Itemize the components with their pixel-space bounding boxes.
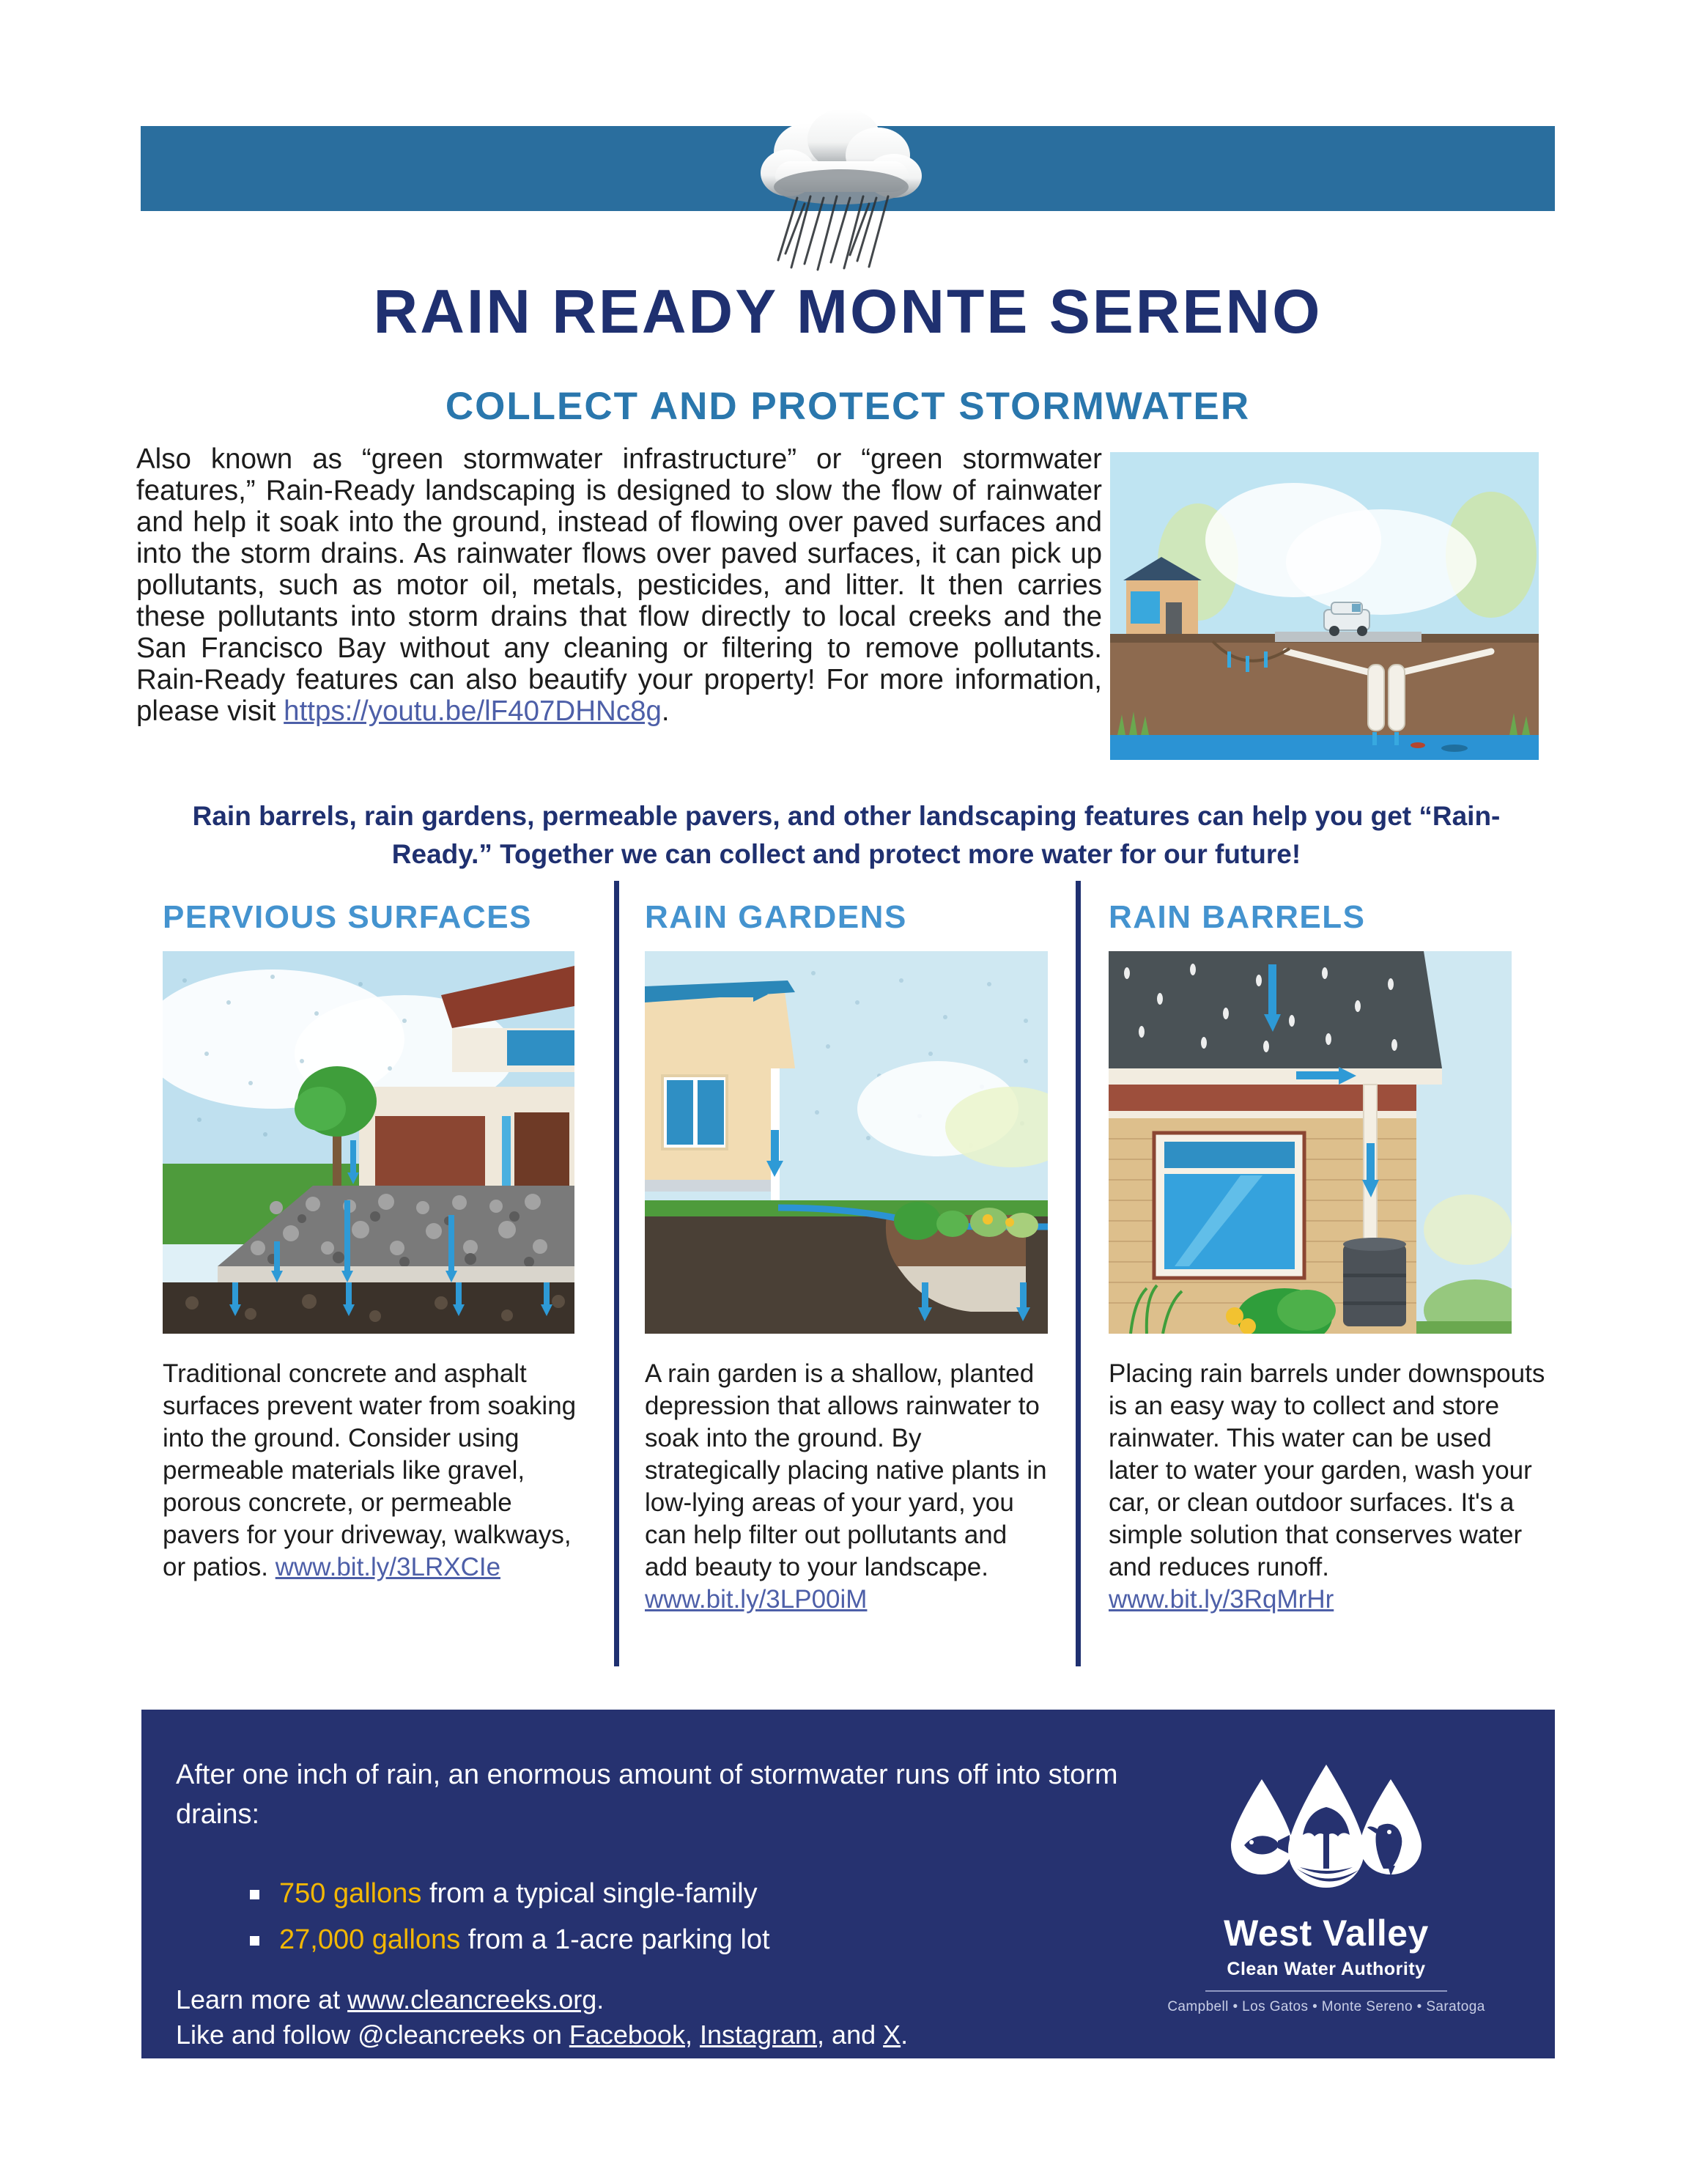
bullet-square-icon — [250, 1890, 259, 1899]
column-rain-barrels — [1109, 901, 1556, 1616]
logo-cities: Campbell • Los Gatos • Monte Sereno • Saratoga — [1167, 1999, 1485, 2014]
stat-text-single-family: from a typical single-family — [421, 1878, 758, 1909]
rain-cloud-icon — [718, 110, 960, 293]
column-body-rain-barrels — [1109, 1358, 1548, 1616]
stat-amount-single-family: 750 gallons — [279, 1878, 422, 1909]
west-valley-logo — [1165, 1759, 1487, 2023]
column-pervious-surfaces — [163, 901, 610, 1584]
column-body-pervious-surfaces — [163, 1358, 591, 1584]
follow-end: . — [901, 2020, 909, 2050]
learn-more-line — [176, 1982, 1275, 2017]
logo-subtitle: Clean Water Authority — [1227, 1959, 1426, 1979]
logo-name: West Valley — [1224, 1913, 1429, 1954]
col3-body-text: Placing rain barrels under downspouts is an easy way to collect and store rainwater. This water can be used later to water your garden, wash your car, or clean outdoor surfaces. It's a simple solution that conserves water and reduces runoff. — [1109, 1359, 1545, 1581]
pervious-surfaces-link[interactable]: www.bit.ly/3LRXCIe — [275, 1553, 501, 1581]
page-title: RAIN READY MONTE SERENO — [373, 277, 1323, 346]
cleancreeks-website-link[interactable]: www.cleancreeks.org — [347, 1984, 597, 2014]
logo-divider — [1205, 1990, 1447, 1992]
youtube-link[interactable]: https://youtu.be/lF407DHNc8g — [284, 695, 662, 727]
facebook-link[interactable]: Facebook — [569, 2020, 685, 2050]
pervious-surfaces-image — [163, 951, 574, 1334]
list-item — [222, 1871, 1138, 1917]
bullet-square-icon — [250, 1936, 259, 1946]
column-body-rain-gardens — [645, 1358, 1055, 1616]
rain-gardens-image — [645, 951, 1048, 1334]
instagram-link[interactable]: Instagram — [699, 2020, 818, 2050]
storm-drain-cross-section-image — [1110, 452, 1539, 760]
x-link[interactable]: X — [883, 2020, 901, 2050]
column-heading-rain-gardens: RAIN GARDENS — [645, 899, 907, 935]
column-heading-pervious-surfaces: PERVIOUS SURFACES — [163, 899, 532, 935]
col2-body-text: A rain garden is a shallow, planted depression that allows rainwater to soak into the ground. By strategically placing native plants in low-lying areas of your yard, you can help filter out pollutants and add beauty to your landscape. — [645, 1359, 1047, 1581]
follow-line — [176, 2017, 1275, 2053]
rain-barrels-link[interactable]: www.bit.ly/3RqMrHr — [1109, 1585, 1334, 1614]
intro-text-part2: . — [661, 695, 670, 727]
column-rain-gardens — [645, 901, 1092, 1616]
column-heading-rain-barrels: RAIN BARRELS — [1109, 899, 1366, 935]
footer-stats-list — [222, 1871, 1138, 1963]
follow-prefix: Like and follow @cleancreeks on — [176, 2020, 569, 2050]
tagline-text: Rain barrels, rain gardens, permeable pavers, and other landscaping features can help you get “Rain-Ready.” Together we can collect and protect more water for our future! — [192, 801, 1501, 869]
learn-prefix: Learn more at — [176, 1984, 348, 2014]
stat-text-parking-lot: from a 1-acre parking lot — [460, 1924, 770, 1955]
rain-gardens-link[interactable]: www.bit.ly/3LP00iM — [645, 1585, 868, 1614]
learn-suffix: . — [596, 1984, 605, 2014]
column-divider-1 — [614, 881, 619, 1666]
rain-barrels-image — [1109, 951, 1512, 1334]
col1-body-text: Traditional concrete and asphalt surfaces prevent water from soaking into the ground. Consider using permeable materials like gravel, porous concrete, or permeable pavers for your driveway, walkways, or patios. — [163, 1359, 577, 1581]
list-item — [222, 1917, 1138, 1963]
page-subtitle: COLLECT AND PROTECT STORMWATER — [445, 385, 1251, 428]
footer-learn-more — [176, 1982, 1275, 2053]
intro-text-part1: Also known as “green stormwater infrastructure” or “green stormwater features,” Rain-Ready landscaping is designed to slow the flow of rainwater and help it soak into the ground, instead of flowing over paved surfaces and into the storm drains. As rainwater flows over paved surfaces, it can pick up pollutants, such as motor oil, metals, pesticides, and litter. It then carries these pollutants into storm drains that flow directly to local creeks and the San Francisco Bay without any cleaning or filtering to remove pollutants. Rain-Ready features can also beautify your property! For more information, please visit — [136, 443, 1102, 727]
follow-sep2: , and — [817, 2020, 884, 2050]
footer-lead-text: After one inch of rain, an enormous amount of stormwater runs off into storm drains: — [176, 1759, 1118, 1830]
water-droplets-icon — [1209, 1759, 1443, 1905]
stat-amount-parking-lot: 27,000 gallons — [279, 1924, 461, 1955]
follow-sep1: , — [684, 2020, 700, 2050]
intro-paragraph — [136, 443, 1102, 727]
